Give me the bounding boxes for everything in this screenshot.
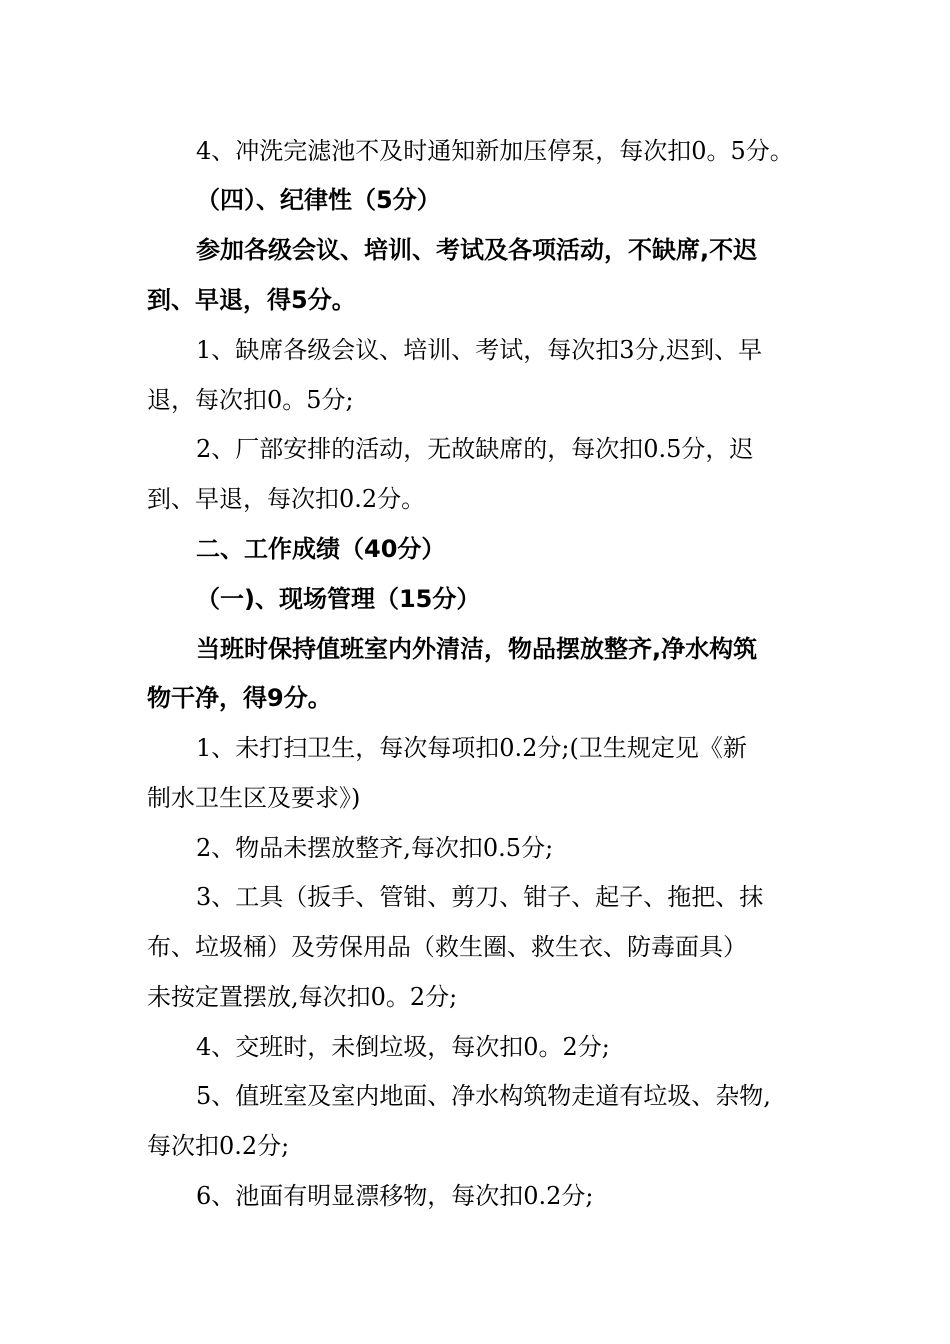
- section-heading-work-performance: 二、工作成绩（40分）: [196, 535, 446, 563]
- section-heading-discipline: （四）、纪律性（5分）: [196, 186, 441, 214]
- item-flush-filter-notice: 4、冲洗完滤池不及时通知新加压停泵，每次扣0。5分。: [196, 137, 794, 165]
- site-item-3-line-3: 未按定置摆放,每次扣0。2分;: [147, 983, 458, 1011]
- site-item-1-line-2: 制水卫生区及要求》): [147, 784, 361, 812]
- discipline-item-2-line-1: 2、厂部安排的活动，无故缺席的，每次扣0.5分，迟: [196, 435, 754, 463]
- site-item-2: 2、物品未摆放整齐,每次扣0.5分;: [196, 834, 554, 862]
- discipline-item-1-line-1: 1、缺席各级会议、培训、考试，每次扣3分,迟到、早: [196, 336, 763, 364]
- site-item-6: 6、池面有明显漂移物，每次扣0.2分;: [196, 1182, 594, 1210]
- site-item-4: 4、交班时，未倒垃圾，每次扣0。2分;: [196, 1033, 610, 1061]
- discipline-item-1-line-2: 退，每次扣0。5分;: [147, 386, 354, 414]
- site-item-1-line-1: 1、未打扫卫生，每次每项扣0.2分;(卫生规定见《新: [196, 734, 747, 762]
- site-item-3-line-2: 布、垃圾桶）及劳保用品（救生圈、救生衣、防毒面具）: [147, 933, 747, 961]
- site-paragraph-line-2: 物干净，得9分。: [147, 684, 332, 712]
- discipline-item-2-line-2: 到、早退，每次扣0.2分。: [147, 485, 426, 513]
- site-paragraph-line-1: 当班时保持值班室内外清洁，物品摆放整齐,净水构筑: [196, 635, 758, 663]
- site-item-5-line-1: 5、值班室及室内地面、净水构筑物走道有垃圾、杂物,: [196, 1082, 771, 1110]
- site-item-5-line-2: 每次扣0.2分;: [147, 1132, 290, 1160]
- site-item-3-line-1: 3、工具（扳手、管钳、剪刀、钳子、起子、拖把、抹: [196, 883, 764, 911]
- discipline-paragraph-line-1: 参加各级会议、培训、考试及各项活动，不缺席,不迟: [196, 236, 758, 264]
- discipline-paragraph-line-2: 到、早退，得5分。: [147, 286, 356, 314]
- subsection-heading-site-management: （一)、现场管理（15分）: [196, 585, 481, 613]
